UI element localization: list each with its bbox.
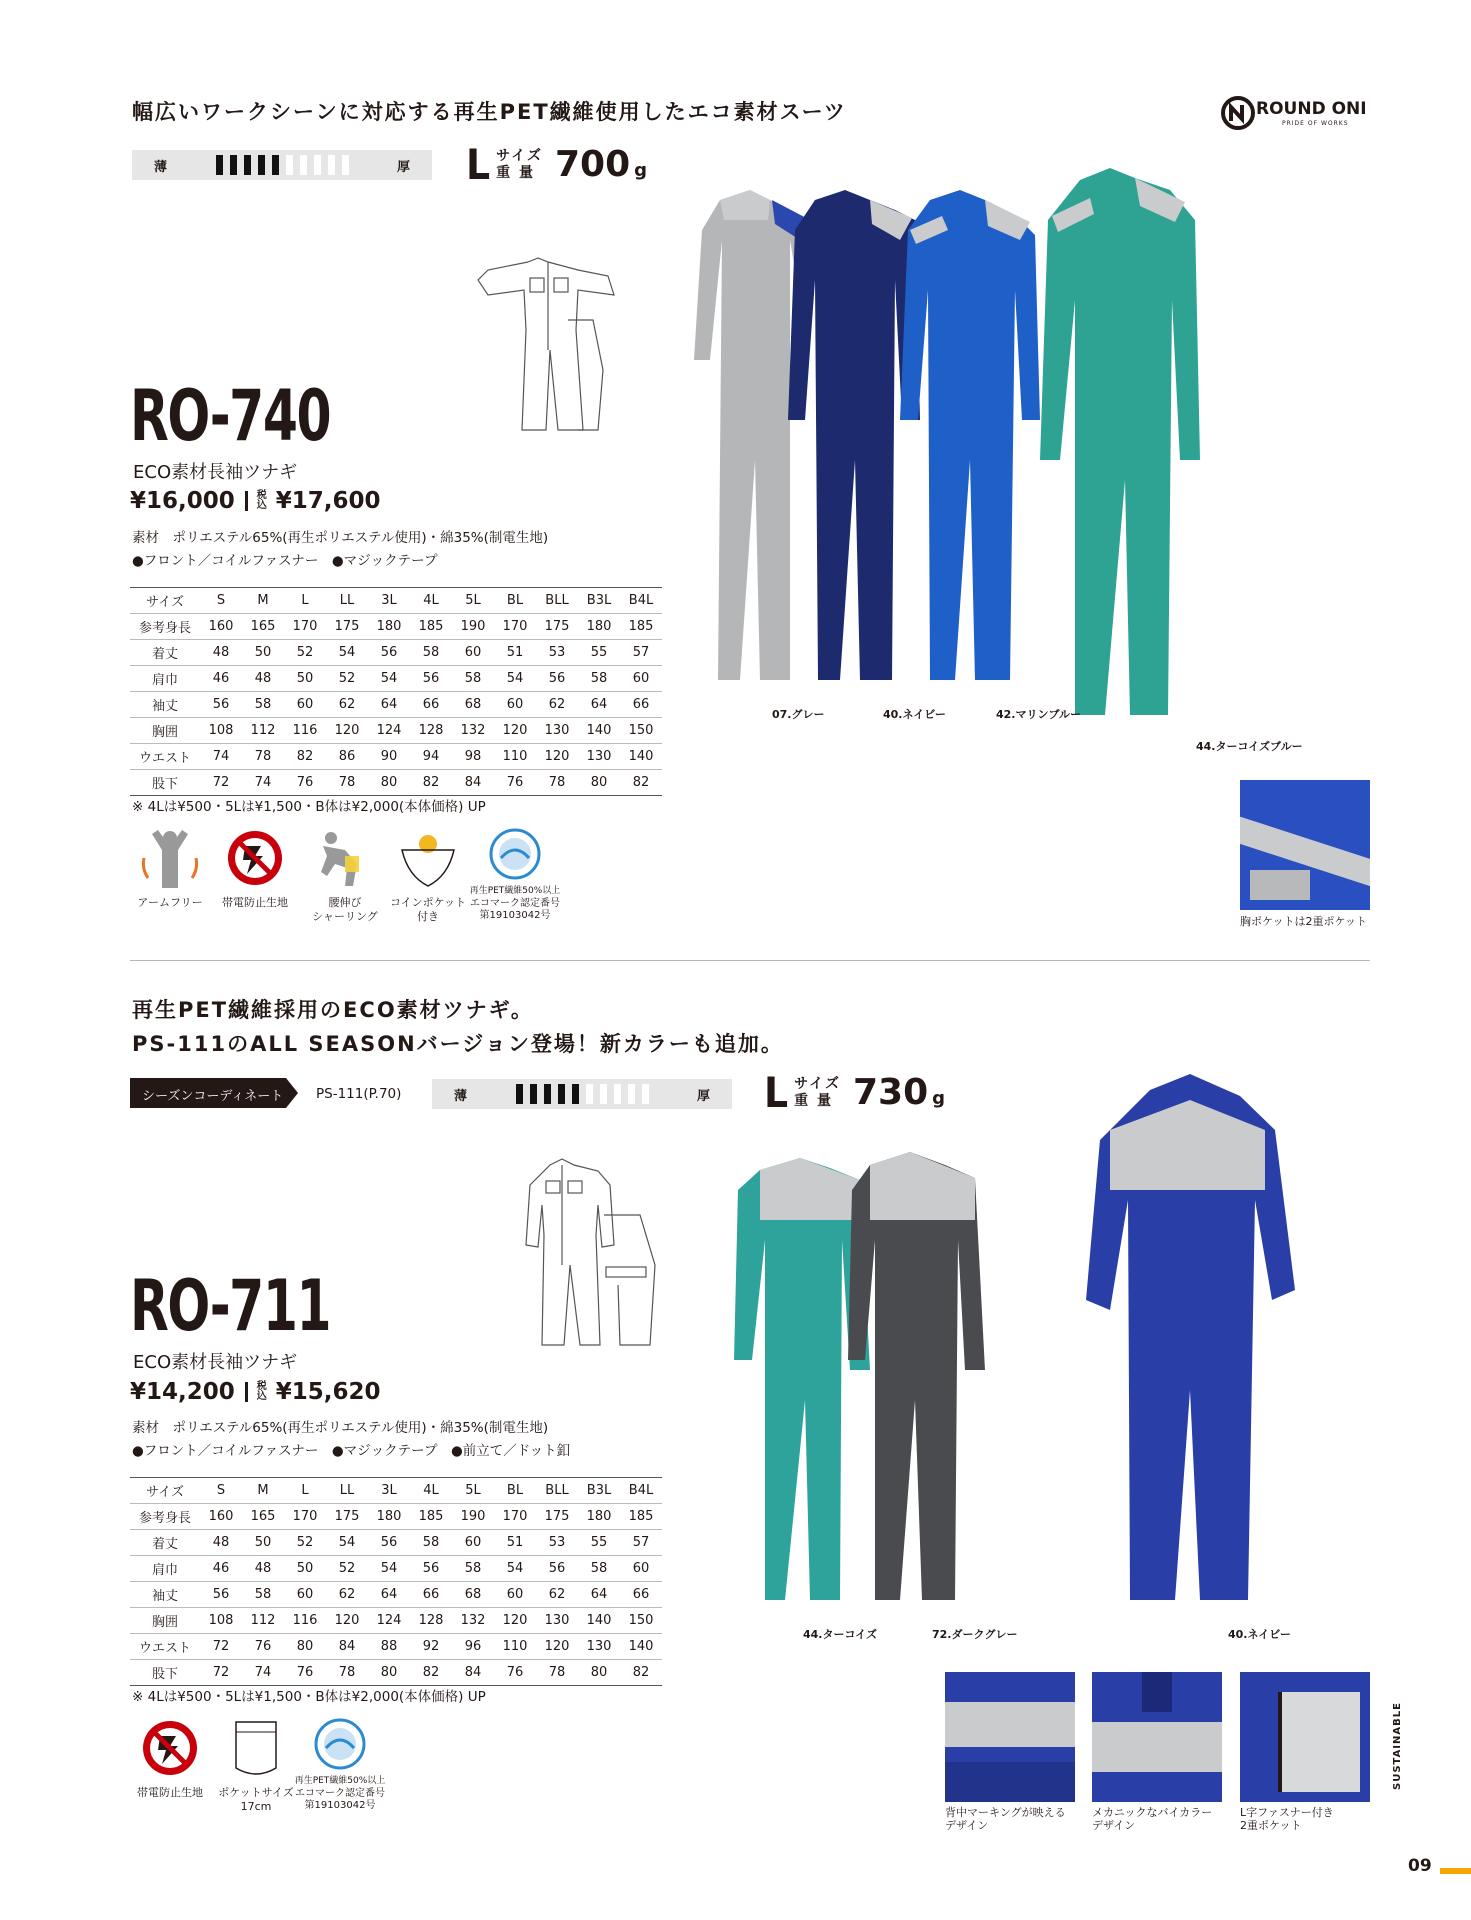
table-cell: 68 — [452, 1582, 494, 1608]
table-cell: 56 — [410, 1556, 452, 1582]
brand-name: ROUND ONI — [1256, 99, 1367, 119]
size-table — [130, 587, 662, 796]
size-header-cell: BL — [494, 588, 536, 614]
table-cell: 57 — [620, 640, 662, 666]
table-cell: 50 — [284, 1556, 326, 1582]
row-label: 股下 — [130, 1660, 200, 1686]
suit-navy-2 — [1086, 1074, 1295, 1600]
table-cell: 60 — [620, 666, 662, 692]
detail-caption-zipper: L字ファスナー付き 2重ポケット — [1240, 1806, 1334, 1832]
price-2 — [130, 1379, 381, 1405]
table-cell: 185 — [410, 614, 452, 640]
surcharge-note-2: ※ 4Lは¥500・5Lは¥1,500・B体は¥2,000(本体価格) UP — [132, 1689, 486, 1705]
table-cell: 116 — [284, 718, 326, 744]
table-cell: 66 — [410, 1582, 452, 1608]
product-name: ECO素材長袖ツナギ — [133, 462, 298, 483]
table-cell: 48 — [200, 640, 242, 666]
row-label: 胸囲 — [130, 718, 200, 744]
size-header-cell: 4L — [410, 588, 452, 614]
table-cell: 112 — [242, 718, 284, 744]
row-label: 参考身長 — [130, 614, 200, 640]
size-header-cell: S — [200, 588, 242, 614]
coordinate-tag — [130, 1078, 298, 1108]
table-cell: 160 — [200, 1504, 242, 1530]
section-divider — [130, 960, 1370, 961]
table-cell: 175 — [326, 614, 368, 640]
table-cell: 80 — [578, 1660, 620, 1686]
table-cell: 76 — [284, 1660, 326, 1686]
table-cell: 55 — [578, 640, 620, 666]
table-cell: 54 — [326, 640, 368, 666]
surcharge-note: ※ 4Lは¥500・5Lは¥1,500・B体は¥2,000(本体価格) UP — [132, 799, 486, 815]
size-header-cell: L — [284, 588, 326, 614]
suit-marine-blue — [900, 190, 1040, 680]
table-cell: 72 — [200, 770, 242, 796]
antistatic-icon-2: 帯電防止生地 — [130, 1718, 210, 1800]
table-cell: 52 — [284, 640, 326, 666]
table-cell: 62 — [326, 692, 368, 718]
table-cell: 54 — [368, 666, 410, 692]
feature-icons — [130, 828, 570, 928]
table-cell: 57 — [620, 1530, 662, 1556]
row-label: 参考身長 — [130, 1504, 200, 1530]
eco-mark-icon-2: 再生PET繊維50%以上 エコマーク認定番号 第19103042号 — [290, 1718, 390, 1812]
size-letter: L — [466, 140, 491, 189]
size-word-2: サイズ — [794, 1075, 841, 1092]
table-row — [130, 770, 662, 796]
material-2: 素材 ポリエステル65%(再生ポリエステル使用)・綿35%(制電生地) — [132, 1420, 549, 1436]
table-cell: 51 — [494, 640, 536, 666]
table-row — [130, 1634, 662, 1660]
table-cell: 120 — [326, 718, 368, 744]
color-label-navy-2: 40.ネイビー — [1228, 1628, 1291, 1641]
table-cell: 66 — [620, 1582, 662, 1608]
table-cell: 90 — [368, 744, 410, 770]
size-header-cell: BL — [494, 1478, 536, 1504]
feature-icons-2 — [130, 1718, 430, 1818]
table-cell: 175 — [326, 1504, 368, 1530]
table-cell: 53 — [536, 640, 578, 666]
table-cell: 58 — [410, 1530, 452, 1556]
size-table-header — [130, 1478, 662, 1504]
table-cell: 78 — [536, 770, 578, 796]
table-cell: 170 — [494, 614, 536, 640]
thickness-segments — [216, 155, 349, 175]
table-cell: 185 — [620, 614, 662, 640]
row-label: 股下 — [130, 770, 200, 796]
table-cell: 52 — [326, 666, 368, 692]
table-cell: 98 — [452, 744, 494, 770]
size-header-cell: B4L — [620, 588, 662, 614]
table-cell: 58 — [452, 1556, 494, 1582]
size-header-cell: B3L — [578, 588, 620, 614]
table-cell: 112 — [242, 1608, 284, 1634]
table-cell: 108 — [200, 718, 242, 744]
table-row — [130, 614, 662, 640]
table-row — [130, 1556, 662, 1582]
row-label: 袖丈 — [130, 1582, 200, 1608]
table-cell: 82 — [410, 770, 452, 796]
table-cell: 180 — [368, 614, 410, 640]
table-cell: 130 — [536, 1608, 578, 1634]
price — [130, 488, 381, 514]
table-cell: 185 — [410, 1504, 452, 1530]
table-cell: 124 — [368, 1608, 410, 1634]
table-cell: 76 — [242, 1634, 284, 1660]
model-number: RO-740 — [130, 375, 331, 457]
table-cell: 170 — [284, 1504, 326, 1530]
table-cell: 55 — [578, 1530, 620, 1556]
table-cell: 190 — [452, 614, 494, 640]
coordinate-ref: PS-111(P.70) — [316, 1086, 402, 1102]
table-cell: 180 — [578, 614, 620, 640]
size-header-cell: 5L — [452, 1478, 494, 1504]
table-cell: 72 — [200, 1634, 242, 1660]
thickness-segments-2 — [516, 1084, 649, 1104]
detail-caption-bicolor: メカニックなバイカラー デザイン — [1092, 1806, 1213, 1832]
color-label-marine-blue: 42.マリンブルー — [996, 708, 1082, 721]
size-header-cell: 3L — [368, 588, 410, 614]
table-cell: 48 — [200, 1530, 242, 1556]
brand-logo — [1220, 95, 1370, 131]
material: 素材 ポリエステル65%(再生ポリエステル使用)・綿35%(制電生地) — [132, 530, 549, 546]
line-drawing-ro740 — [468, 250, 628, 435]
detail-caption: 胸ポケットは2重ポケット — [1240, 915, 1367, 928]
table-row — [130, 692, 662, 718]
table-cell: 78 — [326, 1660, 368, 1686]
weight-word-2: 重 量 — [794, 1092, 833, 1109]
size-letter-2: L — [764, 1068, 789, 1117]
table-cell: 74 — [242, 770, 284, 796]
size-word: サイズ — [496, 147, 543, 164]
table-cell: 58 — [242, 692, 284, 718]
table-cell: 52 — [284, 1530, 326, 1556]
table-cell: 92 — [410, 1634, 452, 1660]
size-header-cell: 3L — [368, 1478, 410, 1504]
table-cell: 60 — [494, 1582, 536, 1608]
color-label-gray: 07.グレー — [772, 708, 825, 721]
table-cell: 140 — [620, 744, 662, 770]
table-cell: 56 — [200, 1582, 242, 1608]
detail-caption-back: 背中マーキングが映える デザイン — [945, 1806, 1066, 1832]
size-header-cell: M — [242, 588, 284, 614]
table-cell: 165 — [242, 1504, 284, 1530]
table-row — [130, 1608, 662, 1634]
color-label-turquoise-blue: 44.ターコイズブルー — [1196, 740, 1303, 753]
product-photos-ro711 — [720, 1060, 1380, 1620]
size-header-label: サイズ — [130, 588, 200, 614]
table-row — [130, 1530, 662, 1556]
table-cell: 128 — [410, 718, 452, 744]
table-cell: 64 — [578, 1582, 620, 1608]
tax-label-2: 税込 — [245, 1382, 268, 1402]
color-label-navy: 40.ネイビー — [883, 708, 946, 721]
table-cell: 74 — [242, 1660, 284, 1686]
table-cell: 116 — [284, 1608, 326, 1634]
row-label: 肩巾 — [130, 666, 200, 692]
table-cell: 76 — [284, 770, 326, 796]
page-accent-bar — [1440, 1868, 1471, 1874]
table-cell: 58 — [242, 1582, 284, 1608]
table-cell: 50 — [242, 1530, 284, 1556]
price-base-2: ¥14,200 — [130, 1379, 235, 1405]
detail-photo-back — [945, 1672, 1075, 1802]
table-cell: 84 — [326, 1634, 368, 1660]
table-cell: 60 — [452, 640, 494, 666]
row-label: 着丈 — [130, 1530, 200, 1556]
table-cell: 165 — [242, 614, 284, 640]
table-cell: 51 — [494, 1530, 536, 1556]
weight-unit: g — [634, 160, 648, 181]
table-cell: 130 — [578, 744, 620, 770]
size-header-label: サイズ — [130, 1478, 200, 1504]
table-cell: 96 — [452, 1634, 494, 1660]
thin-label: 薄 — [154, 159, 168, 175]
table-cell: 53 — [536, 1530, 578, 1556]
table-cell: 94 — [410, 744, 452, 770]
table-row — [130, 1582, 662, 1608]
table-row — [130, 1504, 662, 1530]
table-cell: 62 — [326, 1582, 368, 1608]
table-cell: 64 — [368, 1582, 410, 1608]
table-cell: 74 — [200, 744, 242, 770]
table-cell: 76 — [494, 1660, 536, 1686]
row-label: 胸囲 — [130, 1608, 200, 1634]
row-label: 肩巾 — [130, 1556, 200, 1582]
table-cell: 58 — [578, 1556, 620, 1582]
table-cell: 140 — [578, 1608, 620, 1634]
table-cell: 62 — [536, 1582, 578, 1608]
table-cell: 132 — [452, 1608, 494, 1634]
table-cell: 52 — [326, 1556, 368, 1582]
table-cell: 64 — [368, 692, 410, 718]
price-tax: ¥17,600 — [275, 488, 381, 514]
size-header-cell: BLL — [536, 1478, 578, 1504]
thickness-scale — [132, 150, 432, 180]
coordinate-label: シーズンコーディネート — [142, 1089, 284, 1104]
suit-turquoise-2 — [734, 1158, 870, 1600]
table-cell: 86 — [326, 744, 368, 770]
table-cell: 54 — [326, 1530, 368, 1556]
product-name-2: ECO素材長袖ツナギ — [133, 1352, 298, 1373]
table-cell: 62 — [536, 692, 578, 718]
table-cell: 78 — [326, 770, 368, 796]
table-cell: 60 — [284, 692, 326, 718]
size-table-header — [130, 588, 662, 614]
suit-navy — [788, 190, 920, 680]
section1-headline: 幅広いワークシーンに対応する再生PET繊維使用したエコ素材スーツ — [132, 100, 847, 124]
table-row — [130, 666, 662, 692]
size-header-cell: M — [242, 1478, 284, 1504]
table-cell: 66 — [620, 692, 662, 718]
price-base: ¥16,000 — [130, 488, 235, 514]
table-cell: 185 — [620, 1504, 662, 1530]
table-cell: 140 — [620, 1634, 662, 1660]
table-row — [130, 744, 662, 770]
thin-label-2: 薄 — [454, 1088, 468, 1104]
weight-word: 重 量 — [496, 164, 535, 181]
table-cell: 60 — [452, 1530, 494, 1556]
table-cell: 54 — [494, 1556, 536, 1582]
size-header-cell: L — [284, 1478, 326, 1504]
table-cell: 56 — [536, 1556, 578, 1582]
section2-headline-1: 再生PET繊維採用のECO素材ツナギ。 — [132, 998, 534, 1022]
table-cell: 190 — [452, 1504, 494, 1530]
eco-mark-icon: 再生PET繊維50%以上 エコマーク認定番号 第19103042号 — [465, 828, 565, 922]
weight-value: 700 — [554, 144, 631, 185]
table-cell: 66 — [410, 692, 452, 718]
table-cell: 56 — [368, 1530, 410, 1556]
tax-label: 税込 — [245, 491, 268, 511]
table-cell: 78 — [242, 744, 284, 770]
table-cell: 80 — [578, 770, 620, 796]
table-cell: 132 — [452, 718, 494, 744]
table-cell: 150 — [620, 718, 662, 744]
arm-free-icon: アームフリー — [130, 828, 210, 910]
table-cell: 120 — [494, 718, 536, 744]
table-cell: 175 — [536, 614, 578, 640]
size-header-cell: B4L — [620, 1478, 662, 1504]
row-label: ウエスト — [130, 1634, 200, 1660]
table-cell: 175 — [536, 1504, 578, 1530]
table-cell: 128 — [410, 1608, 452, 1634]
color-label-turquoise-2: 44.ターコイズ — [803, 1628, 878, 1641]
table-cell: 64 — [578, 692, 620, 718]
brand-tagline: PRIDE OF WORKS — [1282, 120, 1349, 127]
table-cell: 84 — [452, 1660, 494, 1686]
size-header-cell: 5L — [452, 588, 494, 614]
page-number: 09 — [1408, 1856, 1432, 1876]
suit-dark-gray — [848, 1152, 985, 1600]
table-cell: 82 — [620, 1660, 662, 1686]
size-header-cell: S — [200, 1478, 242, 1504]
antistatic-icon: 帯電防止生地 — [215, 828, 295, 910]
model-number-2: RO-711 — [130, 1265, 331, 1347]
table-cell: 78 — [536, 1660, 578, 1686]
table-cell: 120 — [494, 1608, 536, 1634]
weight-value-2: 730 — [852, 1072, 929, 1113]
table-cell: 150 — [620, 1608, 662, 1634]
row-label: 着丈 — [130, 640, 200, 666]
table-cell: 124 — [368, 718, 410, 744]
size-header-cell: LL — [326, 1478, 368, 1504]
table-cell: 110 — [494, 1634, 536, 1660]
table-cell: 68 — [452, 692, 494, 718]
table-cell: 130 — [578, 1634, 620, 1660]
table-cell: 130 — [536, 718, 578, 744]
suit-turquoise — [1040, 168, 1200, 715]
table-cell: 46 — [200, 666, 242, 692]
table-row — [130, 1660, 662, 1686]
table-cell: 56 — [536, 666, 578, 692]
size-header-cell: B3L — [578, 1478, 620, 1504]
table-row — [130, 718, 662, 744]
table-cell: 56 — [200, 692, 242, 718]
table-cell: 58 — [410, 640, 452, 666]
table-cell: 54 — [368, 1556, 410, 1582]
size-header-cell: 4L — [410, 1478, 452, 1504]
size-header-cell: BLL — [536, 588, 578, 614]
table-cell: 58 — [578, 666, 620, 692]
table-cell: 80 — [368, 770, 410, 796]
thick-label: 厚 — [396, 159, 410, 175]
table-cell: 160 — [200, 614, 242, 640]
table-cell: 48 — [242, 666, 284, 692]
detail-photo-bicolor — [1092, 1672, 1222, 1802]
size-weight — [466, 140, 647, 189]
table-cell: 88 — [368, 1634, 410, 1660]
table-cell: 108 — [200, 1608, 242, 1634]
weight-unit-2: g — [932, 1088, 946, 1109]
table-cell: 50 — [242, 640, 284, 666]
detail-photo-zipper-pocket — [1240, 1672, 1370, 1802]
table-cell: 82 — [284, 744, 326, 770]
thick-label-2: 厚 — [696, 1088, 710, 1104]
table-cell: 60 — [494, 692, 536, 718]
size-table-2 — [130, 1477, 662, 1686]
table-cell: 170 — [284, 614, 326, 640]
section2-headline-2: PS-111のALL SEASONバージョン登場！新カラーも追加。 — [132, 1032, 784, 1056]
waist-shirring-icon: 腰伸び シャーリング — [305, 828, 385, 924]
table-cell: 76 — [494, 770, 536, 796]
table-cell: 54 — [494, 666, 536, 692]
row-label: 袖丈 — [130, 692, 200, 718]
table-cell: 170 — [494, 1504, 536, 1530]
table-cell: 82 — [620, 770, 662, 796]
table-cell: 120 — [536, 744, 578, 770]
table-cell: 60 — [620, 1556, 662, 1582]
product-photos-ro740 — [680, 160, 1340, 720]
features: ●フロント／コイルファスナー ●マジックテープ — [132, 553, 438, 569]
table-cell: 60 — [284, 1582, 326, 1608]
size-header-cell: LL — [326, 588, 368, 614]
table-cell: 140 — [578, 718, 620, 744]
price-tax-2: ¥15,620 — [275, 1379, 381, 1405]
table-cell: 58 — [452, 666, 494, 692]
table-cell: 82 — [410, 1660, 452, 1686]
side-label: SUSTAINABLE — [1392, 1702, 1403, 1790]
table-row — [130, 640, 662, 666]
thickness-scale-2 — [432, 1079, 732, 1109]
row-label: ウエスト — [130, 744, 200, 770]
table-cell: 80 — [284, 1634, 326, 1660]
table-cell: 46 — [200, 1556, 242, 1582]
pocket-size-icon: ポケットサイズ 17cm — [216, 1718, 296, 1814]
table-cell: 56 — [410, 666, 452, 692]
line-drawing-ro711 — [510, 1155, 670, 1350]
detail-photo-chest-pocket — [1240, 780, 1370, 910]
table-cell: 80 — [368, 1660, 410, 1686]
table-cell: 50 — [284, 666, 326, 692]
features-2: ●フロント／コイルファスナー ●マジックテープ ●前立て／ドット釦 — [132, 1443, 571, 1459]
table-cell: 72 — [200, 1660, 242, 1686]
table-cell: 120 — [536, 1634, 578, 1660]
table-cell: 110 — [494, 744, 536, 770]
color-label-dark-gray-2: 72.ダークグレー — [932, 1628, 1018, 1641]
coin-pocket-icon: コインポケット付き — [388, 828, 468, 924]
table-cell: 84 — [452, 770, 494, 796]
table-cell: 56 — [368, 640, 410, 666]
table-cell: 48 — [242, 1556, 284, 1582]
table-cell: 180 — [578, 1504, 620, 1530]
suit-gray — [694, 190, 810, 680]
table-cell: 120 — [326, 1608, 368, 1634]
brand-mark-icon — [1220, 95, 1256, 131]
table-cell: 180 — [368, 1504, 410, 1530]
